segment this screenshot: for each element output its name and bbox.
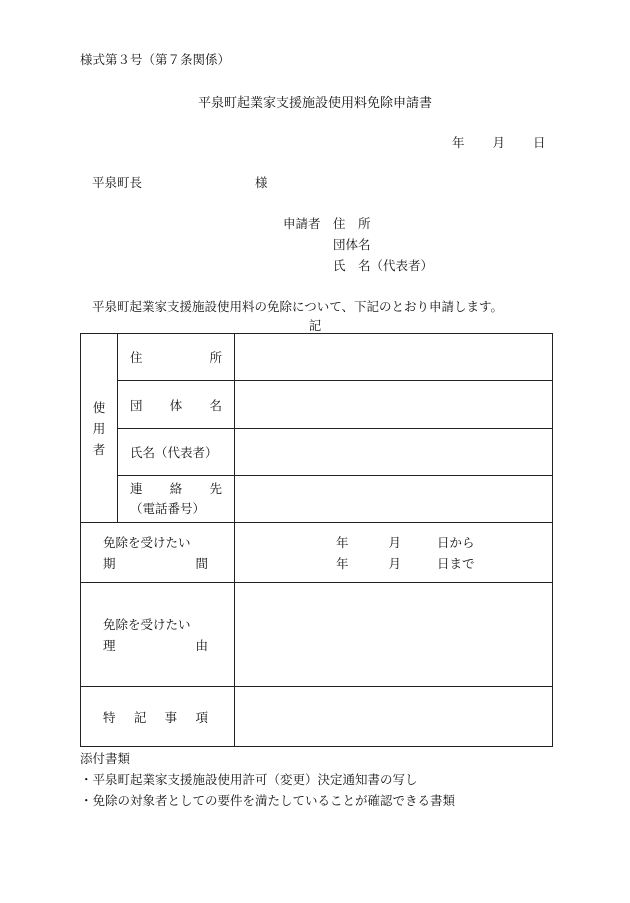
date-line [452, 133, 546, 151]
period-from-suffix: 日から [437, 534, 475, 550]
application-table [80, 333, 553, 747]
address-label-char: 住 [130, 350, 143, 365]
applicant-label: 申請者 [283, 216, 321, 231]
user-header-char: 者 [92, 441, 106, 457]
ki-heading: 記 [308, 318, 322, 333]
organization-label-char: 団 [130, 397, 143, 413]
period-label-cell [81, 523, 235, 583]
table-row [81, 523, 553, 583]
reason-label-line1: 免除を受けたい [103, 616, 191, 632]
user-header-cell [81, 334, 118, 523]
remarks-label-char: 特 [103, 709, 116, 725]
remarks-label-char: 記 [133, 709, 147, 725]
date-month-label: 月 [492, 135, 506, 150]
remarks-label-cell [81, 687, 235, 747]
attachment-item: ・平泉町起業家支援施設使用許可（変更）決定通知書の写し [80, 772, 418, 787]
address-label-char: 所 [209, 350, 222, 365]
reason-label-char: 由 [195, 637, 208, 653]
period-label-char: 間 [195, 555, 208, 571]
application-statement: 平泉町起業家支援施設使用料の免除について、下記のとおり申請します。 [92, 299, 504, 314]
representative-field[interactable] [235, 429, 553, 476]
period-from-year: 年 [336, 534, 349, 550]
document-title: 平泉町起業家支援施設使用料免除申請書 [197, 96, 432, 111]
contact-label-char: 連 [130, 481, 143, 496]
table-row [81, 476, 553, 523]
table-row [81, 687, 553, 747]
period-to-year: 年 [336, 555, 349, 571]
contact-label-char: 先 [209, 481, 222, 496]
applicant-name-label: 氏 名（代表者） [333, 258, 434, 273]
contact-sub-label: （電話番号） [130, 501, 206, 516]
applicant-address-label: 住 所 [333, 216, 371, 231]
period-label-line1: 免除を受けたい [103, 534, 191, 550]
reason-field[interactable] [235, 583, 553, 687]
address-field[interactable] [235, 334, 553, 381]
period-to-line [235, 553, 552, 574]
user-header-char: 用 [92, 420, 106, 436]
organization-label-cell [118, 381, 235, 429]
remarks-field[interactable] [235, 687, 553, 747]
addressee-name: 平泉町長 [92, 175, 143, 190]
remarks-label-char: 項 [195, 709, 208, 725]
period-to-suffix: 日まで [437, 555, 475, 571]
date-year-label: 年 [452, 135, 465, 150]
table-row [81, 334, 553, 381]
contact-field[interactable] [235, 476, 553, 523]
addressee-honorific: 様 [255, 175, 268, 190]
period-to-month: 月 [388, 555, 402, 571]
organization-label-char: 名 [209, 397, 222, 413]
contact-label-char: 絡 [169, 481, 183, 496]
reason-label-cell [81, 583, 235, 687]
reason-label-char: 理 [103, 637, 116, 653]
representative-label: 氏名（代表者） [130, 445, 218, 460]
address-label-cell [118, 334, 235, 381]
period-from-line [235, 532, 552, 553]
table-row [81, 583, 553, 687]
applicant-organization-label: 団体名 [333, 237, 371, 252]
organization-field[interactable] [235, 381, 553, 429]
representative-label-cell [118, 429, 235, 476]
user-header-char: 使 [92, 399, 106, 415]
contact-label-cell [118, 476, 235, 523]
table-row [81, 429, 553, 476]
attachment-item: ・免除の対象者としての要件を満たしていることが確認できる書類 [80, 793, 456, 808]
remarks-label-char: 事 [164, 709, 178, 725]
attachments-title: 添付書類 [80, 751, 131, 766]
table-row [81, 381, 553, 429]
date-day-label: 日 [533, 135, 546, 150]
period-field[interactable] [235, 523, 553, 583]
period-from-month: 月 [388, 534, 402, 550]
form-number: 様式第３号（第７条関係） [80, 52, 231, 67]
period-label-char: 期 [103, 555, 116, 571]
organization-label-char: 体 [169, 397, 183, 413]
